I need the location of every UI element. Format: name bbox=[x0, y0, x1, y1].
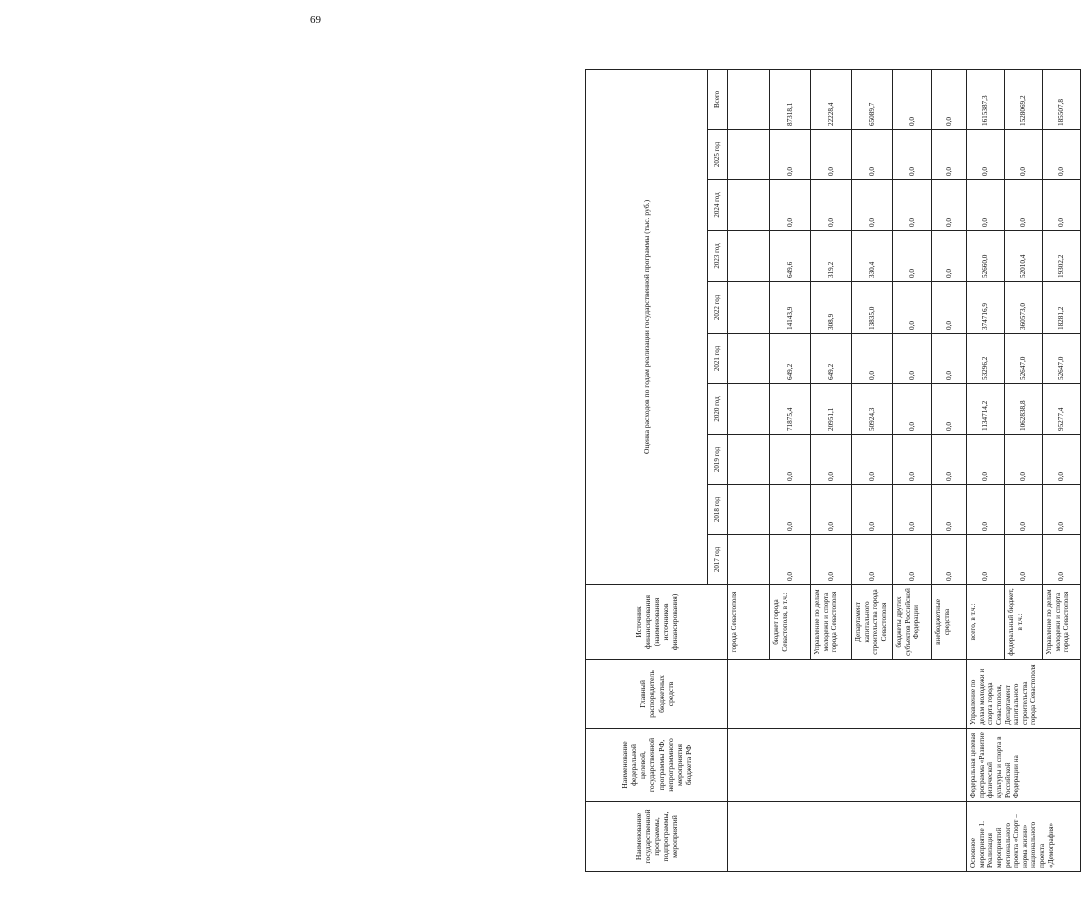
value-cell: 71875,4 bbox=[770, 384, 811, 435]
header-year-2022: 2022 год bbox=[708, 282, 728, 334]
value-cell: 0,0 bbox=[852, 485, 893, 535]
distributor-cell bbox=[728, 660, 967, 729]
value-cell bbox=[728, 535, 770, 585]
value-cell bbox=[728, 485, 770, 535]
measure-name-cell bbox=[728, 802, 967, 872]
value-cell: 0,0 bbox=[932, 535, 967, 585]
value-cell: 330,4 bbox=[852, 231, 893, 282]
value-cell: 0,0 bbox=[932, 69, 967, 129]
value-cell: 52647,0 bbox=[1005, 334, 1043, 384]
value-cell: 649,2 bbox=[811, 334, 852, 384]
value-cell: 0,0 bbox=[893, 130, 932, 180]
page-number: 69 bbox=[310, 14, 321, 26]
value-cell: 1528069,2 bbox=[1005, 69, 1043, 129]
header-year-2017: 2017 год bbox=[708, 535, 728, 585]
value-cell: 0,0 bbox=[893, 180, 932, 231]
value-cell: 0,0 bbox=[770, 180, 811, 231]
value-cell: 649,2 bbox=[770, 334, 811, 384]
value-cell: 185507,8 bbox=[1043, 69, 1081, 129]
value-cell: 18281,2 bbox=[1043, 282, 1081, 334]
funding-source-cell: всего, в т.ч.: bbox=[967, 585, 1005, 660]
value-cell: 1062838,8 bbox=[1005, 384, 1043, 435]
funding-source-cell: Управление по делам молодежи и спорта города Севастополя bbox=[1043, 585, 1081, 660]
header-year-2024: 2024 год bbox=[708, 180, 728, 231]
value-cell: 0,0 bbox=[1005, 485, 1043, 535]
value-cell: 374716,9 bbox=[967, 282, 1005, 334]
header-federal-program: Наименование федеральной целевой, государственной программы РФ, непрограммного мероприятия бюджета РФ bbox=[586, 729, 728, 802]
value-cell: 0,0 bbox=[893, 535, 932, 585]
value-cell: 14143,9 bbox=[770, 282, 811, 334]
value-cell: 0,0 bbox=[1043, 535, 1081, 585]
value-cell: 308,9 bbox=[811, 282, 852, 334]
value-cell: 0,0 bbox=[1043, 485, 1081, 535]
value-cell: 0,0 bbox=[967, 535, 1005, 585]
value-cell: 95277,4 bbox=[1043, 384, 1081, 435]
value-cell: 53296,2 bbox=[967, 334, 1005, 384]
funding-source-cell: внебюджетные средства bbox=[932, 585, 967, 660]
value-cell: 65089,7 bbox=[852, 69, 893, 129]
funding-source-cell: федеральный бюджет, в т.ч.: bbox=[1005, 585, 1043, 660]
value-cell: 0,0 bbox=[811, 130, 852, 180]
value-cell: 0,0 bbox=[967, 485, 1005, 535]
value-cell bbox=[728, 282, 770, 334]
rotated-table-wrapper bbox=[585, 70, 1069, 872]
value-cell: 0,0 bbox=[893, 384, 932, 435]
header-year-2023: 2023 год bbox=[708, 231, 728, 282]
value-cell: 0,0 bbox=[932, 180, 967, 231]
value-cell: 20951,1 bbox=[811, 384, 852, 435]
federal-program-cell: Федеральная целевая программа «Развитие физической культуры и спорта в Российской Федерации на bbox=[967, 729, 1081, 802]
value-cell bbox=[728, 69, 770, 129]
value-cell: 319,2 bbox=[811, 231, 852, 282]
funding-source-cell: бюджет города Севастополя, в т.ч.: bbox=[770, 585, 811, 660]
table-row bbox=[728, 69, 770, 871]
header-year-2019: 2019 год bbox=[708, 435, 728, 485]
value-cell bbox=[728, 130, 770, 180]
value-cell: 87318,1 bbox=[770, 69, 811, 129]
value-cell: 0,0 bbox=[932, 435, 967, 485]
value-cell bbox=[728, 435, 770, 485]
value-cell: 0,0 bbox=[932, 384, 967, 435]
value-cell: 0,0 bbox=[811, 435, 852, 485]
value-cell: 0,0 bbox=[893, 485, 932, 535]
value-cell: 0,0 bbox=[893, 69, 932, 129]
expenses-table bbox=[585, 69, 1081, 872]
value-cell: 0,0 bbox=[811, 485, 852, 535]
funding-source-cell: Управление по делам молодежи и спорта города Севастополя bbox=[811, 585, 852, 660]
value-cell: 0,0 bbox=[967, 435, 1005, 485]
value-cell: 0,0 bbox=[1005, 535, 1043, 585]
value-cell: 0,0 bbox=[1043, 180, 1081, 231]
value-cell: 0,0 bbox=[967, 130, 1005, 180]
federal-program-cell bbox=[728, 729, 967, 802]
header-funding-source: Источник финансирования (наименования источников финансирования) bbox=[586, 585, 728, 660]
value-cell: 52660,0 bbox=[967, 231, 1005, 282]
value-cell: 0,0 bbox=[893, 435, 932, 485]
header-year-2021: 2021 год bbox=[708, 334, 728, 384]
value-cell: 0,0 bbox=[852, 334, 893, 384]
value-cell: 19302,2 bbox=[1043, 231, 1081, 282]
header-expense-estimate: Оценка расходов по годам реализации государственной программы (тыс. руб.) bbox=[586, 69, 708, 584]
value-cell: 0,0 bbox=[1043, 435, 1081, 485]
value-cell: 52010,4 bbox=[1005, 231, 1043, 282]
value-cell bbox=[728, 180, 770, 231]
header-total: Всего bbox=[708, 69, 728, 129]
value-cell: 0,0 bbox=[967, 180, 1005, 231]
value-cell: 0,0 bbox=[1005, 180, 1043, 231]
header-year-2020: 2020 год bbox=[708, 384, 728, 435]
value-cell: 0,0 bbox=[811, 180, 852, 231]
value-cell: 0,0 bbox=[893, 282, 932, 334]
value-cell: 0,0 bbox=[770, 485, 811, 535]
value-cell: 0,0 bbox=[852, 435, 893, 485]
value-cell bbox=[728, 384, 770, 435]
value-cell: 0,0 bbox=[932, 485, 967, 535]
value-cell: 0,0 bbox=[1043, 130, 1081, 180]
funding-source-cell: Департамент капитального строительства города Севастополя bbox=[852, 585, 893, 660]
value-cell: 0,0 bbox=[932, 334, 967, 384]
value-cell: 0,0 bbox=[811, 535, 852, 585]
funding-source-cell: бюджеты других субъектов Российской Федерации bbox=[893, 585, 932, 660]
value-cell: 649,6 bbox=[770, 231, 811, 282]
value-cell: 0,0 bbox=[770, 130, 811, 180]
funding-source-cell: города Севастополя bbox=[728, 585, 770, 660]
value-cell: 0,0 bbox=[893, 334, 932, 384]
value-cell bbox=[728, 231, 770, 282]
value-cell: 0,0 bbox=[852, 130, 893, 180]
value-cell: 0,0 bbox=[932, 282, 967, 334]
value-cell: 13835,0 bbox=[852, 282, 893, 334]
value-cell: 0,0 bbox=[1005, 435, 1043, 485]
header-budget-distributor: Главный распорядитель бюджетных средств bbox=[586, 660, 728, 729]
measure-name-cell: Основное мероприятие 1. Реализация мероприятий регионального проекта «Спорт – норма жизни» национального проекта «Демография» bbox=[967, 802, 1081, 872]
header-program-name: Наименование государственной программы, подпрограммы, мероприятий bbox=[586, 802, 728, 872]
distributor-cell: Управление по делам молодежи и спорта города Севастополя, Департамент капитального строительства города Севастополя bbox=[967, 660, 1081, 729]
value-cell: 22228,4 bbox=[811, 69, 852, 129]
value-cell: 50924,3 bbox=[852, 384, 893, 435]
header-year-2025: 2025 год bbox=[708, 130, 728, 180]
value-cell: 0,0 bbox=[932, 130, 967, 180]
value-cell: 360573,0 bbox=[1005, 282, 1043, 334]
value-cell: 1615387,3 bbox=[967, 69, 1005, 129]
value-cell: 0,0 bbox=[932, 231, 967, 282]
value-cell: 0,0 bbox=[770, 535, 811, 585]
value-cell: 0,0 bbox=[1005, 130, 1043, 180]
value-cell: 0,0 bbox=[852, 535, 893, 585]
table-row bbox=[967, 69, 1005, 871]
value-cell: 0,0 bbox=[770, 435, 811, 485]
header-year-2018: 2018 год bbox=[708, 485, 728, 535]
value-cell bbox=[728, 334, 770, 384]
value-cell: 0,0 bbox=[893, 231, 932, 282]
value-cell: 1134714,2 bbox=[967, 384, 1005, 435]
value-cell: 0,0 bbox=[852, 180, 893, 231]
value-cell: 52647,0 bbox=[1043, 334, 1081, 384]
